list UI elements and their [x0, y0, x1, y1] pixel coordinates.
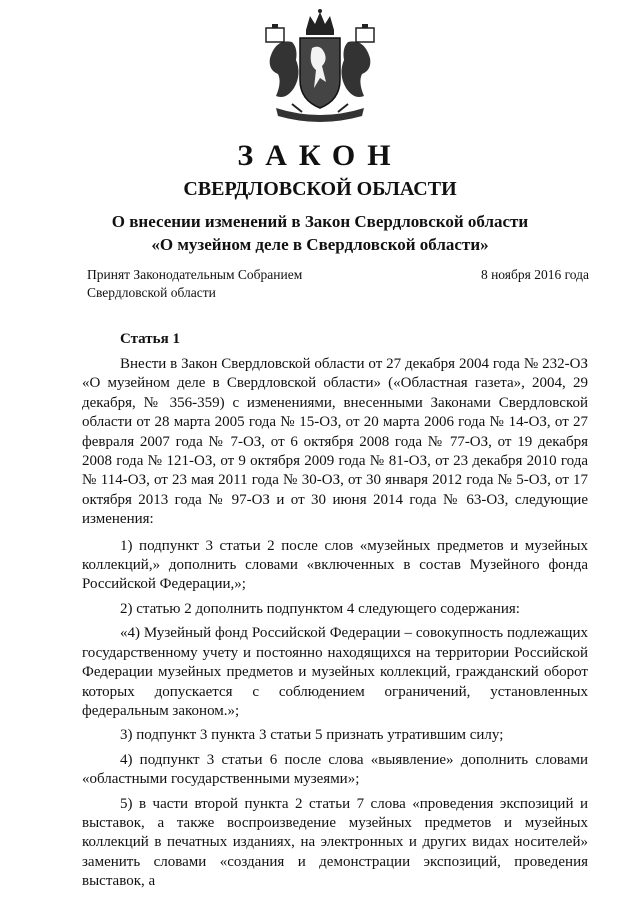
adoption-line-2: Свердловской области [87, 285, 216, 300]
subtitle-line-2: «О музейном деле в Свердловской области» [151, 235, 489, 254]
law-title: ЗАКОН [237, 139, 403, 172]
region-title: СВЕРДЛОВСКОЙ ОБЛАСТИ [183, 178, 457, 200]
law-subtitle [0, 210, 640, 256]
subtitle-line-1: О внесении изменений в Закон Свердловской области [111, 212, 529, 231]
adoption-statement [87, 266, 302, 302]
article-heading: Статья 1 [120, 331, 180, 347]
article-paragraph: 5) в части второй пункта 2 статьи 7 слова «проведения экспозиций и выставок, а также воспроизведение музейных предметов и музейных коллекций в печатных изданиях, на электронных и других видах носителей» заменить словами «создания и демонстрации экспозиций, проведения выставок, а [82, 795, 588, 890]
article-paragraph: 2) статью 2 дополнить подпунктом 4 следующего содержания: [120, 600, 520, 617]
article-paragraph: Внести в Закон Свердловской области от 27 декабря 2004 года № 232-ОЗ «О музейном деле в Свердловской области» («Областная газета», 2004, 29 декабря, № 356-359) с изменениями, внесенными Законами Свердловской области от 28 марта 2005 года № 15-ОЗ, от 20 марта 2006 года № 14-ОЗ, от 27 февраля 2007 года № 7-ОЗ, от 6 октября 2008 года № 77-ОЗ, от 19 декабря 2008 года № 121-ОЗ, от 9 октября 2009 года № 81-ОЗ, от 23 декабря 2010 года № 114-ОЗ, от 23 мая 2011 года № 30-ОЗ, от 30 января 2012 года № 5-ОЗ, от 17 октября 2013 года № 97-ОЗ и от 30 июня 2014 года № 63-ОЗ, следующие изменения: [82, 356, 588, 528]
article-body [82, 355, 588, 897]
coat-of-arms-emblem [262, 8, 378, 124]
article-paragraph: 3) подпункт 3 пункта 3 статьи 5 признать утратившим силу; [120, 727, 504, 744]
adoption-line-1: Принят Законодательным Собранием [87, 267, 303, 282]
adoption-date: 8 ноября 2016 года [480, 267, 589, 282]
article-paragraph: «4) Музейный фонд Российской Федерации – совокупность подлежащих государственному учету и постоянно находящихся на территории Российской Федерации музейных предметов и музейных коллекций, гражданский оборот которых допускается с соблюдением ограничений, установленных федеральным законом.»; [82, 625, 588, 719]
article-paragraph: 1) подпункт 3 статьи 2 после слов «музейных предметов и музейных коллекций,» дополнить словами «включенных в состав Музейного фонда Российской Федерации,»; [82, 537, 588, 593]
article-paragraph: 4) подпункт 3 статьи 6 после слова «выявление» дополнить словами «областными государственными музеями»; [82, 751, 588, 788]
